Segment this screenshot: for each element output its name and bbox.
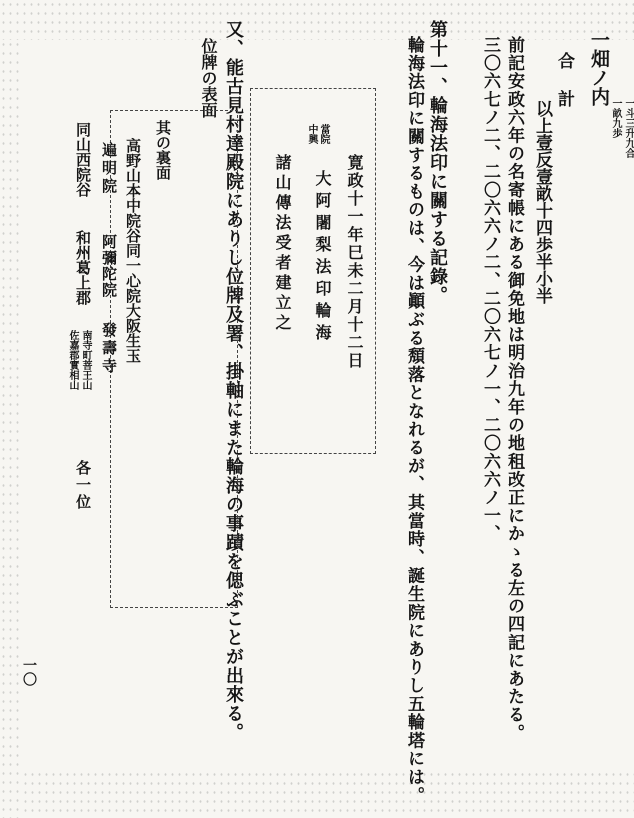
scan-noise-left xyxy=(0,40,22,818)
paragraph-line-1: 前記安政六年の名寄帳にある御免地は明治九年の地租改正にかゝる左の四記にあたる。 xyxy=(504,36,524,742)
total-value: 以上壹反壹畝十四歩半小半 xyxy=(532,100,552,304)
total-label: 合 計 xyxy=(554,52,574,109)
section-heading: 第十一、輪海法印に關する記錄。 xyxy=(427,20,448,305)
field-note-line2: 一斗三升九合 xyxy=(623,98,634,158)
inscription-name: 大阿闍梨法印輪海 xyxy=(313,170,332,346)
scan-noise-bottom xyxy=(22,770,634,818)
back-line-2-a: 遍明院 xyxy=(100,142,118,196)
back-line-3-c2: 佐嘉郡實相山 xyxy=(67,330,78,390)
field-note-line1: 一畝九歩 xyxy=(610,98,621,138)
field-title: 一畑ノ内 xyxy=(588,30,610,106)
back-line-2-b: 阿彌陀院 xyxy=(100,234,118,298)
inscription-date: 寛政十一年巳未二月十二日 xyxy=(345,154,364,370)
paragraph-line-3: 輪海法印に關するものは、今は顚ぶる頽落となれるが、其當時、誕生院にありし五輪塔には。 xyxy=(404,36,424,805)
back-line-3-d: 各一位 xyxy=(74,460,92,511)
tablet-back-label: 其の裏面 xyxy=(154,120,172,180)
back-line-3-c1: 南寺町菩王山 xyxy=(80,330,91,390)
inscription-dedication: 諸山傳法受者建立之 xyxy=(273,154,292,334)
back-line-3-a: 同山西院谷 xyxy=(74,122,92,197)
back-line-3-b: 和州葛上郡 xyxy=(74,230,92,305)
back-line-1: 高野山本中院谷同一心院大阪生玉 xyxy=(124,138,142,363)
page-number: 一〇 xyxy=(21,658,37,686)
inscription-title-a: 當院 xyxy=(318,124,329,144)
tablet-front-label: 位牌の表面 xyxy=(199,38,218,118)
back-line-2-c: 發壽寺 xyxy=(100,322,118,376)
paragraph-line-2: 三〇六七ノ二、二〇六六ノ二、二〇六七ノ一、二〇六六ノ一、 xyxy=(480,36,500,543)
inscription-title-b: 中興 xyxy=(306,124,317,144)
paragraph-line-4: 又、能古見村達殿院にありし位牌及署、掛軸にまた輪海の事蹟を偲ぶことが出來る。 xyxy=(223,20,244,742)
scan-noise-top xyxy=(0,0,634,40)
